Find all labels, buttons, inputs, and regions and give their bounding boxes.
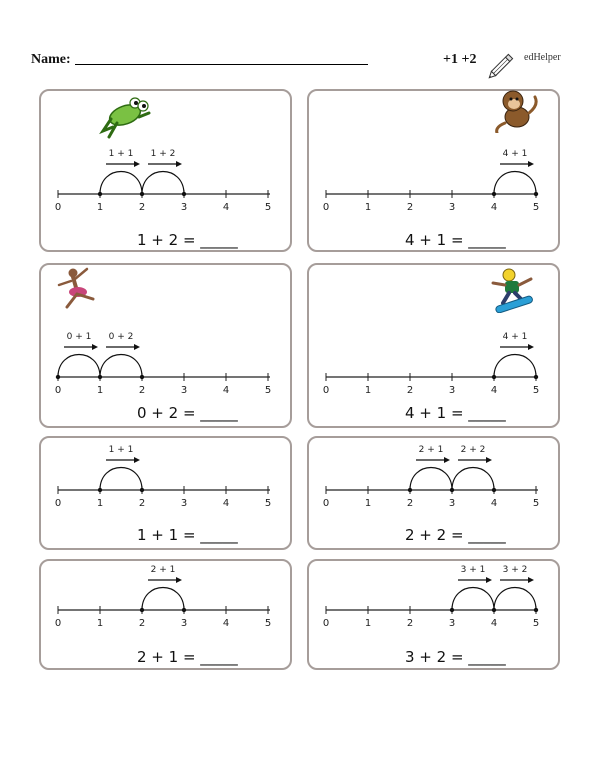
jump-label: 0 + 2 <box>108 332 134 342</box>
tick-label: 3 <box>180 618 188 629</box>
tick-label: 1 <box>96 618 104 629</box>
tick-label: 3 <box>180 498 188 509</box>
tick-label: 5 <box>264 202 272 213</box>
tick-label: 0 <box>322 385 330 396</box>
tick-label: 4 <box>490 618 498 629</box>
number-line <box>41 91 294 254</box>
jump-label: 3 + 2 <box>502 565 528 575</box>
tick-label: 0 <box>54 385 62 396</box>
tick-label: 1 <box>96 202 104 213</box>
skateboarder-icon <box>487 267 539 313</box>
problem-card <box>307 559 560 670</box>
brand-label: edHelper <box>524 52 561 63</box>
tick-label: 2 <box>406 618 414 629</box>
tick-label: 0 <box>322 498 330 509</box>
jump-arc <box>142 588 184 611</box>
tick-label: 4 <box>222 498 230 509</box>
jump-label: 4 + 1 <box>502 149 528 159</box>
tick-label: 4 <box>222 385 230 396</box>
tick-label: 3 <box>448 618 456 629</box>
tick-label: 4 <box>222 618 230 629</box>
equation[interactable]: 2 + 2 = _____ <box>405 526 506 544</box>
equation[interactable]: 0 + 2 = _____ <box>137 404 238 422</box>
worksheet-title: +1 +2 <box>443 52 477 67</box>
problem-card <box>39 559 292 670</box>
tick-label: 5 <box>532 202 540 213</box>
jump-label: 1 + 2 <box>150 149 176 159</box>
tick-label: 1 <box>364 618 372 629</box>
tick-label: 5 <box>264 498 272 509</box>
tick-label: 4 <box>490 202 498 213</box>
name-field[interactable] <box>75 64 368 65</box>
tick-label: 0 <box>54 618 62 629</box>
tick-label: 3 <box>448 498 456 509</box>
tick-label: 3 <box>448 385 456 396</box>
jump-arc <box>410 468 452 491</box>
tick-label: 2 <box>138 498 146 509</box>
pencil-icon <box>487 50 517 80</box>
jump-arc <box>494 172 536 195</box>
equation[interactable]: 1 + 1 = _____ <box>137 526 238 544</box>
jump-label: 2 + 1 <box>418 445 444 455</box>
equation[interactable]: 2 + 1 = _____ <box>137 648 238 666</box>
tick-label: 5 <box>264 618 272 629</box>
dancer-icon <box>53 265 105 311</box>
tick-label: 1 <box>364 498 372 509</box>
equation[interactable]: 4 + 1 = _____ <box>405 404 506 422</box>
jump-label: 0 + 1 <box>66 332 92 342</box>
equation[interactable]: 4 + 1 = _____ <box>405 231 506 249</box>
jump-arc <box>452 468 494 491</box>
tick-label: 1 <box>96 498 104 509</box>
jump-arc <box>100 172 142 195</box>
name-label: Name: <box>31 52 71 67</box>
tick-label: 2 <box>138 385 146 396</box>
jump-arc <box>494 355 536 378</box>
tick-label: 1 <box>96 385 104 396</box>
tick-label: 2 <box>406 498 414 509</box>
jump-label: 3 + 1 <box>460 565 486 575</box>
jump-arc <box>142 172 184 195</box>
problem-card <box>39 89 292 252</box>
tick-label: 4 <box>222 202 230 213</box>
equation[interactable]: 1 + 2 = _____ <box>137 231 238 249</box>
jump-arc <box>58 355 100 378</box>
tick-label: 4 <box>490 498 498 509</box>
jump-arc <box>100 355 142 378</box>
tick-label: 1 <box>364 202 372 213</box>
problem-card <box>39 263 292 428</box>
problem-card <box>39 436 292 550</box>
jump-arc <box>452 588 494 611</box>
tick-label: 2 <box>406 385 414 396</box>
jump-arc <box>494 588 536 611</box>
jump-label: 2 + 2 <box>460 445 486 455</box>
monkey-icon <box>489 87 541 133</box>
jump-label: 4 + 1 <box>502 332 528 342</box>
tick-label: 2 <box>406 202 414 213</box>
worksheet-header <box>0 0 600 90</box>
tick-label: 3 <box>180 385 188 396</box>
tick-label: 0 <box>322 202 330 213</box>
jump-label: 1 + 1 <box>108 149 134 159</box>
tick-label: 0 <box>54 202 62 213</box>
tick-label: 4 <box>490 385 498 396</box>
problem-card <box>307 436 560 550</box>
tick-label: 3 <box>448 202 456 213</box>
tick-label: 5 <box>532 618 540 629</box>
problem-card <box>307 263 560 428</box>
problem-card <box>307 89 560 252</box>
tick-label: 2 <box>138 202 146 213</box>
tick-label: 0 <box>54 498 62 509</box>
frog-icon <box>99 93 151 139</box>
jump-label: 1 + 1 <box>108 445 134 455</box>
equation[interactable]: 3 + 2 = _____ <box>405 648 506 666</box>
tick-label: 2 <box>138 618 146 629</box>
tick-label: 5 <box>532 385 540 396</box>
tick-label: 0 <box>322 618 330 629</box>
tick-label: 5 <box>532 498 540 509</box>
tick-label: 3 <box>180 202 188 213</box>
jump-arc <box>100 468 142 491</box>
tick-label: 5 <box>264 385 272 396</box>
tick-label: 1 <box>364 385 372 396</box>
jump-label: 2 + 1 <box>150 565 176 575</box>
